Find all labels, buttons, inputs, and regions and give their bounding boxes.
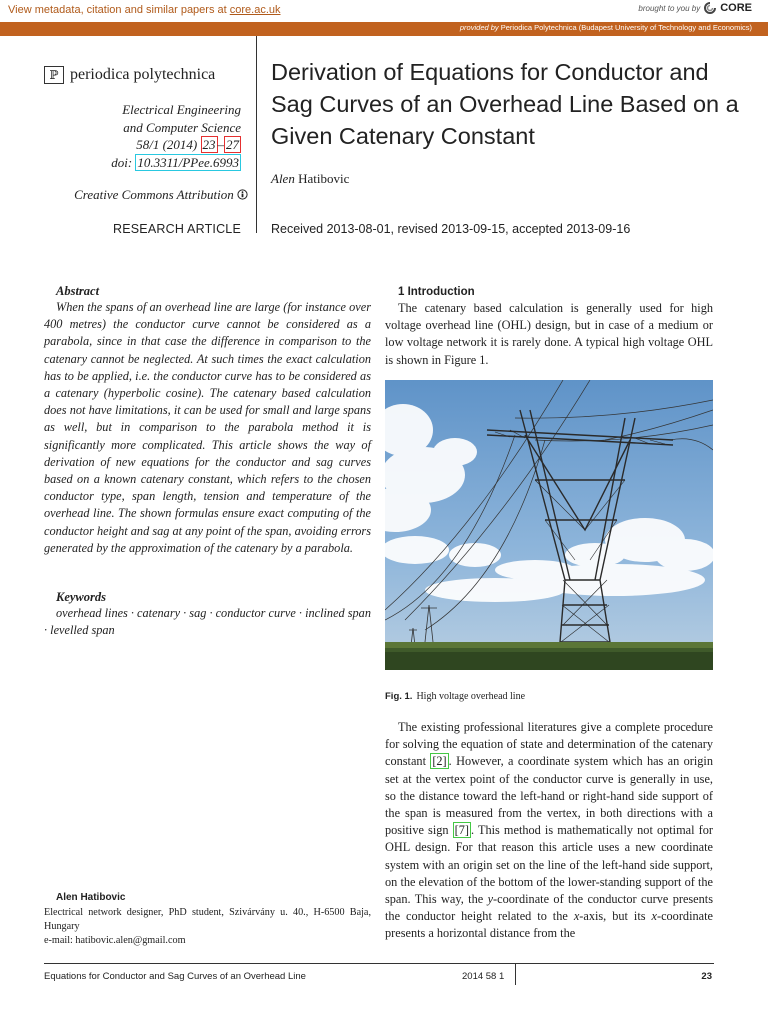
journal-volume: 58/1 (2014) 23 – 27	[136, 137, 239, 152]
pp-logo-icon: ℙ	[44, 66, 64, 84]
reference-link-7[interactable]: [7]	[454, 823, 469, 838]
journal-info	[111, 101, 241, 171]
abstract-text: When the spans of an overhead line are large (for instance over 400 metres) the conductor curve cannot be considered as a parabola, since in that case the difference in comparison to the catenary cannot be neglected. At such times the exact calculation has to be applied, i.e. the conductor curve has to be considered as a catenary (hyperbolic cosine). The catenary based calculation does not have limitations, it can be used for small and large spans as well, but in comparison to the parabola method it is significantly more complicated. This article shows the way of derivation of new equations for the conductor and sag curves based on a known catenary constant, which refers to the chosen conductor type, span length, tension and temperature of the overhead line. The shown formulas ensure exact computing of the conductor height and sag at any point of the span, avoiding errors generated by the approximation of the catenary by a parabola.	[44, 300, 371, 555]
license	[74, 187, 248, 203]
footer-divider	[515, 963, 516, 985]
page-start-link[interactable]: 23	[202, 137, 216, 152]
license-text: Creative Commons Attribution	[74, 187, 234, 202]
keywords-heading: Keywords	[56, 590, 106, 604]
header-divider	[256, 36, 257, 233]
article-author: Alen Hatibovic	[271, 171, 350, 186]
doi-link[interactable]: 10.3311/PPee.6993	[137, 154, 239, 170]
running-title: Equations for Conductor and Sag Curves of an Overhead Line	[44, 971, 306, 982]
journal-logo	[44, 66, 215, 84]
abstract-heading: Abstract	[56, 284, 100, 298]
figure-label: Fig. 1.	[385, 691, 413, 702]
doi-line: doi: 10.3311/PPee.6993	[111, 154, 239, 170]
metadata-text: View metadata, citation and similar papers at	[8, 4, 230, 16]
journal-name: periodica polytechnica	[70, 66, 216, 83]
provider-bar	[0, 22, 768, 36]
author-name: Alen Hatibovic	[56, 892, 126, 903]
figure-photo	[385, 380, 713, 670]
article-type: RESEARCH ARTICLE	[112, 222, 241, 236]
author-affiliation	[44, 906, 371, 948]
affiliation-text: Electrical network designer, PhD student, Szivárvány u. 40., H-6500 Baja, Hungary	[44, 907, 371, 932]
provider-text: provided by Periodica Polytechnica (Budapest University of Technology and Economics)	[459, 23, 752, 32]
core-name: CORE	[720, 2, 752, 14]
core-link[interactable]: core.ac.uk	[229, 4, 281, 16]
metadata-link[interactable]	[8, 4, 281, 16]
journal-line1: Electrical Engineering	[122, 102, 241, 117]
core-brand[interactable]	[638, 2, 752, 14]
article-dates: Received 2013-08-01, revised 2013-09-15, accepted 2013-09-16	[271, 222, 631, 236]
page-number: 23	[701, 971, 712, 982]
journal-line2: and Computer Science	[123, 119, 241, 135]
figure-caption-text: High voltage overhead line	[416, 691, 526, 702]
page-end-link[interactable]: 27	[226, 137, 239, 152]
footer-volume: 2014 58 1	[462, 971, 505, 982]
figure-caption	[385, 691, 525, 702]
author-email: e-mail: hatibovic.alen@gmail.com	[44, 935, 186, 946]
keywords-text: overhead lines · catenary · sag · conductor curve · inclined span · levelled span	[44, 606, 371, 638]
article-title: Derivation of Equations for Conductor and Sag Curves of an Overhead Line Based on a Given Catenary Constant	[271, 59, 739, 149]
pylon-image	[385, 380, 713, 670]
core-logo-icon	[704, 2, 716, 14]
section-heading: 1 Introduction	[398, 286, 475, 298]
reference-link-2[interactable]: [2]	[432, 754, 447, 769]
brought-text: brought to you by	[638, 3, 701, 13]
body-paragraph: The existing professional literatures give a complete procedure for solving the equation of state and determination of the catenary constant [2] . However, a coordinate system which has an origin set at the vertex point of the conductor curve is generally in use, so the distance toward the left-hand or right-hand side support of the span is measured from the vertex, in both directions with a positive sign [7] . This method is mathematically not optimal for OHL design. For that reason this article uses a new coordinate system with an origin set on the line of the left-hand side support, on the elevation of the bottom of the lower-standing support of the span. This way, the y-coordinate of the conductor curve presents the conductor height related to the x-axis, but its x-coordinate presents a horizontal distance from the	[385, 720, 713, 941]
footer-rule	[44, 963, 714, 964]
cc-by-icon	[237, 189, 248, 200]
core-banner	[0, 0, 768, 22]
intro-paragraph: The catenary based calculation is generally used for high voltage overhead line (OHL) design, but in case of a medium or low voltage network it is rarely done. A typical high voltage OHL is shown in Figure 1.	[385, 301, 713, 367]
